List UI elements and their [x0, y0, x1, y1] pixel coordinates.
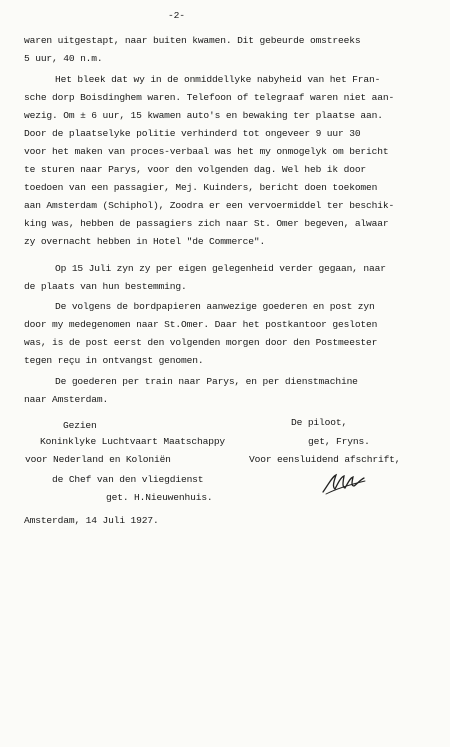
paragraph-5-line-1: De goederen per train naar Parys, en per dienstmachine [55, 376, 358, 387]
chef-title: de Chef van den vliegdienst [52, 474, 204, 485]
paragraph-1-line-2: 5 uur, 40 n.m. [24, 53, 103, 64]
paragraph-5-line-2: naar Amsterdam. [24, 394, 109, 405]
handwritten-signature [320, 467, 368, 497]
paragraph-2-line-2: sche dorp Boisdinghem waren. Telefoon of telegraaf waren niet aan- [24, 92, 395, 103]
paragraph-2-line-10: zy overnacht hebben in Hotel "de Commerce". [24, 236, 266, 247]
paragraph-4-line-4: tegen reçu in ontvangst genomen. [24, 355, 204, 366]
paragraph-4-line-2: door my medegenomen naar St.Omer. Daar het postkantoor gesloten [24, 319, 378, 330]
page-number: -2- [168, 10, 185, 21]
paragraph-2-line-8: aan Amsterdam (Schiphol), Zoodra er een vervoermiddel ter beschik- [24, 200, 395, 211]
paragraph-4-line-1: De volgens de bordpapieren aanwezige goederen en post zyn [55, 301, 375, 312]
paragraph-2-line-3: wezig. Om ± 6 uur, 15 kwamen auto's en bewaking ter plaatse aan. [24, 110, 383, 121]
pilot-signed-name: get, Fryns. [308, 436, 370, 447]
klm-name: Koninklyke Luchtvaart Maatschappy [40, 436, 226, 447]
paragraph-2-line-5: voor het maken van proces-verbaal was het my onmogelyk om bericht [24, 146, 389, 157]
paragraph-3-line-2: de plaats van hun bestemming. [24, 281, 187, 292]
chef-signed-name: get. H.Nieuwenhuis. [106, 492, 213, 503]
klm-name-line-2: voor Nederland en Koloniën [25, 454, 171, 465]
paragraph-2-line-4: Door de plaatselyke politie verhinderd tot ongeveer 9 uur 30 [24, 128, 361, 139]
date-line: Amsterdam, 14 Juli 1927. [24, 515, 159, 526]
paragraph-2-line-7: toedoen van een passagier, Mej. Kuinders, bericht doen toekomen [24, 182, 378, 193]
paragraph-2-line-9: king was, hebben de passagiers zich naar St. Omer begeven, alwaar [24, 218, 389, 229]
certified-copy-label: Voor eensluidend afschrift, [249, 454, 401, 465]
gezien-label: Gezien [63, 420, 97, 431]
paragraph-1-line-1: waren uitgestapt, naar buiten kwamen. Dit gebeurde omstreeks [24, 35, 361, 46]
paragraph-2-line-1: Het bleek dat wy in de onmiddellyke nabyheid van het Fran- [55, 74, 381, 85]
paragraph-4-line-3: was, is de post eerst den volgenden morgen door den Postmeester [24, 337, 378, 348]
pilot-title: De piloot, [291, 417, 348, 428]
paragraph-2-line-6: te sturen naar Parys, voor den volgenden dag. Wel heb ik door [24, 164, 367, 175]
paragraph-3-line-1: Op 15 Juli zyn zy per eigen gelegenheid verder gegaan, naar [55, 263, 386, 274]
